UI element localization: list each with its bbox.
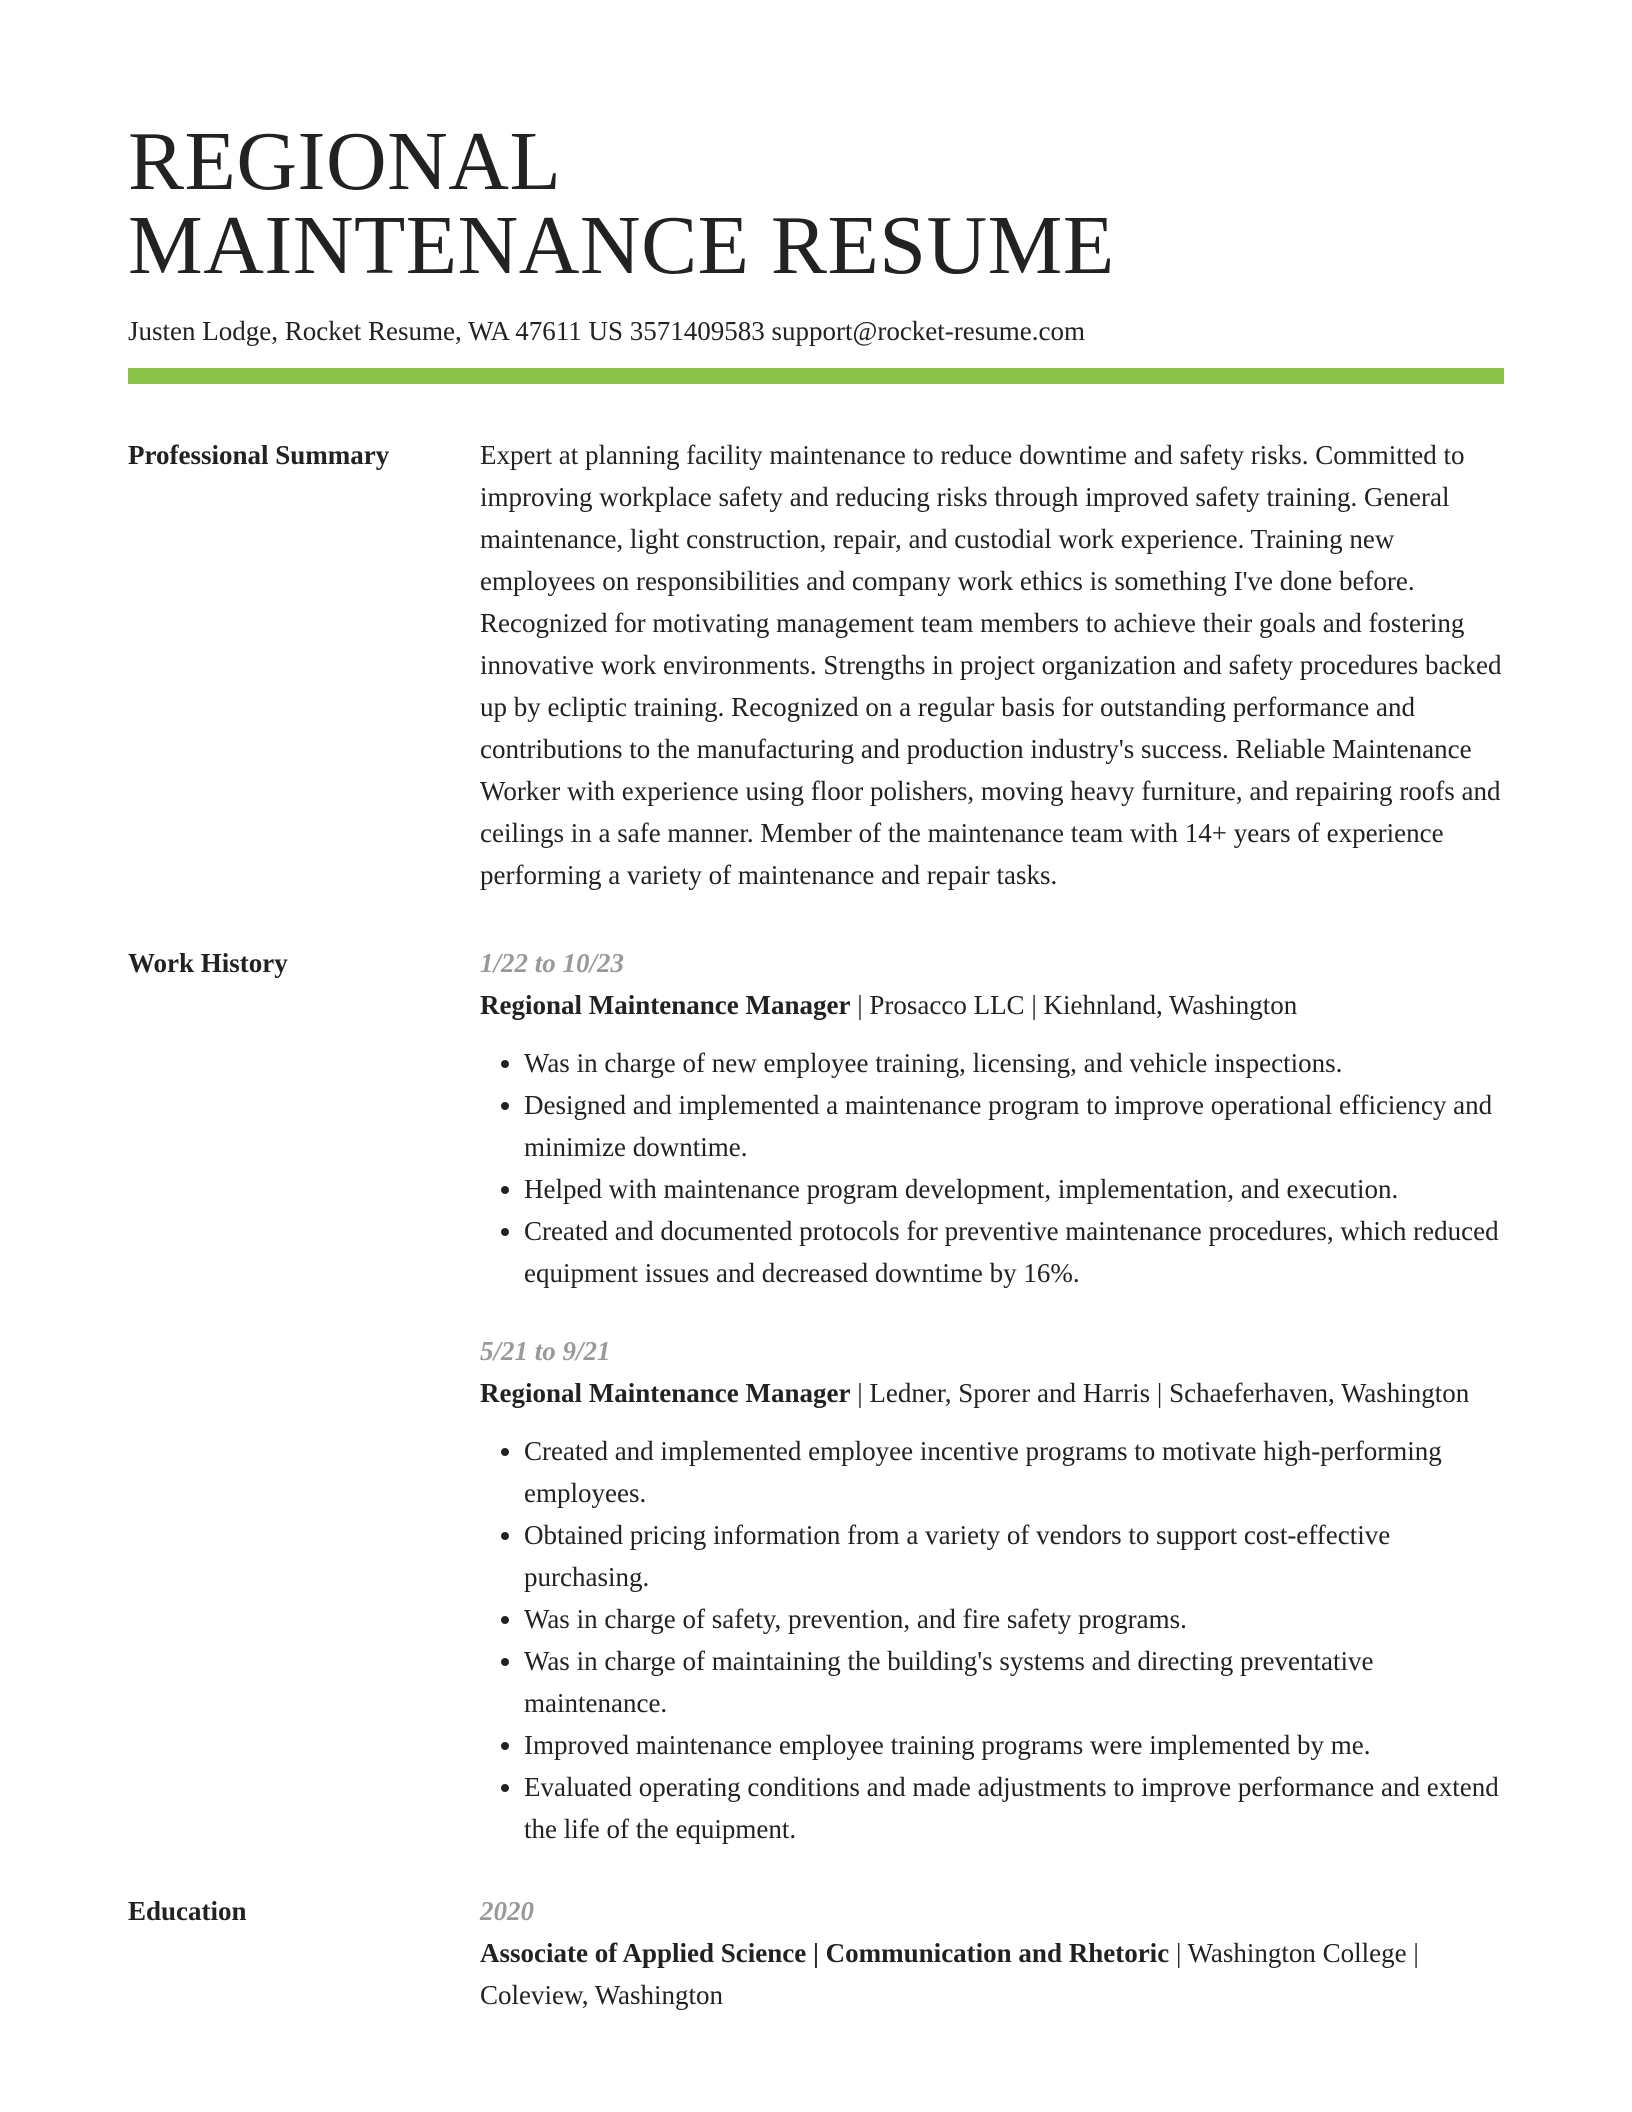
list-item: • Created and implemented employee incentive programs to motivate high-performing employees. — [524, 1430, 1504, 1514]
job-bullets — [480, 1430, 1504, 1850]
education-degree: Associate of Applied Science | Communication and Rhetoric — [480, 1938, 1170, 1968]
job-heading — [480, 984, 1504, 1026]
job-entry — [480, 1330, 1504, 1850]
job-details: | Prosacco LLC | Kiehnland, Washington — [850, 990, 1298, 1020]
job-dates: 1/22 to 10/23 — [480, 948, 625, 978]
job-dates: 5/21 to 9/21 — [480, 1336, 611, 1366]
resume-title — [128, 115, 1504, 292]
list-item: • Designed and implemented a maintenance program to improve operational efficiency and minimize downtime. — [524, 1084, 1504, 1168]
job-details: | Ledner, Sporer and Harris | Schaeferhaven, Washington — [850, 1378, 1470, 1408]
job-entry — [480, 942, 1504, 1294]
job-bullets — [480, 1042, 1504, 1294]
list-item: • Was in charge of safety, prevention, and fire safety programs. — [524, 1598, 1504, 1640]
summary-text: Expert at planning facility maintenance to reduce downtime and safety risks. Committed to improving workplace safety and reducing risks through improved safety training. General maintenance, light construction, repair, and custodial work experience. Training new employees on responsibilities and company work ethics is something I've done before. Recognized for motivating management team members to achieve their goals and fostering innovative work environments. Strengths in project organization and safety procedures backed up by ecliptic training. Recognized on a regular basis for outstanding performance and contributions to the manufacturing and production industry's success. Reliable Maintenance Worker with experience using floor polishers, moving heavy furniture, and repairing roofs and ceilings in a safe manner. Member of the maintenance team with 14+ years of experience performing a variety of maintenance and repair tasks. — [480, 440, 1502, 890]
summary-section — [128, 434, 1504, 896]
summary-label: Professional Summary — [128, 440, 390, 470]
job-title: Regional Maintenance Manager — [480, 1378, 851, 1408]
list-item: • Was in charge of new employee training, licensing, and vehicle inspections. — [524, 1042, 1504, 1084]
list-item: • Created and documented protocols for preventive maintenance procedures, which reduced equipment issues and decreased downtime by 16%. — [524, 1210, 1504, 1294]
list-item: • Improved maintenance employee training programs were implemented by me. — [524, 1724, 1504, 1766]
list-item: • Was in charge of maintaining the building's systems and directing preventative maintenance. — [524, 1640, 1504, 1724]
work-history-section — [128, 942, 1504, 1886]
education-heading — [480, 1932, 1504, 2016]
list-item: • Evaluated operating conditions and made adjustments to improve performance and extend the life of the equipment. — [524, 1766, 1504, 1850]
job-title: Regional Maintenance Manager — [480, 990, 851, 1020]
work-history-label: Work History — [128, 948, 288, 978]
contact-info: Justen Lodge, Rocket Resume, WA 47611 US 3571409583 support@rocket-resume.com — [128, 316, 1085, 346]
education-section — [128, 1890, 1504, 2016]
job-heading — [480, 1372, 1504, 1414]
title-line-2: MAINTENANCE RESUME — [128, 199, 1115, 292]
education-label: Education — [128, 1896, 247, 1926]
education-details: | Washington College | Coleview, Washington — [480, 1938, 1419, 2010]
education-year: 2020 — [480, 1896, 534, 1926]
title-line-1: REGIONAL — [128, 115, 562, 208]
header-divider — [128, 368, 1504, 384]
list-item: • Helped with maintenance program development, implementation, and execution. — [524, 1168, 1504, 1210]
list-item: • Obtained pricing information from a variety of vendors to support cost-effective purchasing. — [524, 1514, 1504, 1598]
